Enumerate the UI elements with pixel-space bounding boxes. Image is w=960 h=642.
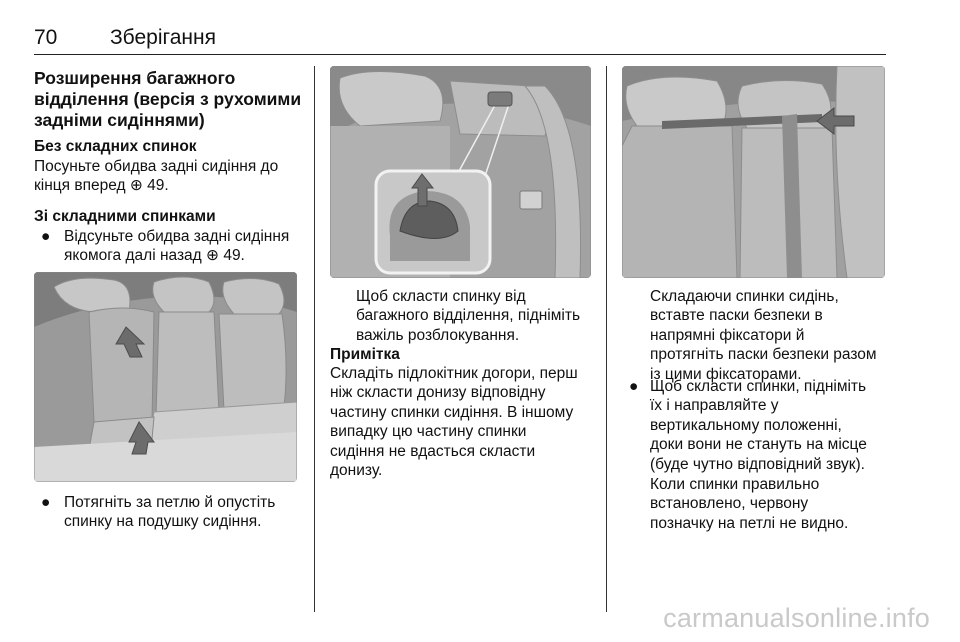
bullet-item — [34, 493, 306, 533]
text-line: доки вони не стануть на місце — [650, 436, 867, 454]
subsection-title: Без складних спинок — [34, 138, 197, 155]
seat-illustration-graphic — [34, 272, 297, 482]
text-line: (буде чутно відповідний звук). — [650, 455, 865, 473]
text-line: позначку на петлі не видно. — [650, 514, 849, 532]
text-line: донизу. — [330, 462, 383, 480]
column-divider-right — [606, 66, 607, 612]
text-line: кінця вперед ⊕ 49. — [34, 177, 169, 195]
lever-illustration-graphic — [330, 66, 591, 278]
belt-caption — [650, 287, 890, 384]
text-line: із цими фіксаторами. — [650, 365, 802, 383]
text-line: Складіть підлокітник догори, перш — [330, 365, 578, 382]
text-line: Відсуньте обидва задні сидіння — [64, 228, 290, 245]
text-line: Потягніть за петлю й опустіть — [64, 494, 276, 511]
bullet-item — [622, 377, 890, 477]
text-line: вертикальному положенні, — [650, 416, 842, 434]
text-line: якомога далі назад ⊕ 49. — [64, 247, 245, 265]
belt-illustration-graphic — [622, 66, 885, 278]
text-line: їх і направляйте у — [650, 397, 779, 415]
text-line: важіль розблокування. — [356, 326, 520, 344]
subsection-title: Зі складними спинками — [34, 208, 216, 225]
text-line: частину спинки сидіння. В іншому — [330, 403, 574, 421]
text-line: встановлено, червону — [650, 495, 809, 513]
seat-folding-illustration — [34, 272, 297, 482]
note-title: Примітка — [330, 346, 400, 363]
text-line: багажного відділення, підніміть — [356, 307, 581, 325]
text-line: випадку цю частину спинки — [330, 423, 527, 441]
belt-guide-illustration — [622, 66, 885, 278]
column-divider-left — [314, 66, 315, 612]
heading-line: Розширення багажного — [34, 68, 236, 88]
text-line: сидіння не вдасться скласти — [330, 442, 536, 460]
bullet-dot: ● — [629, 378, 639, 395]
followup-paragraph — [650, 475, 890, 533]
page-number: 70 — [34, 26, 58, 49]
text-line: напрямні фіксатори й — [650, 326, 805, 344]
text-line: Щоб скласти спинки, підніміть — [650, 378, 867, 395]
text-line: Щоб скласти спинку від — [356, 288, 526, 305]
note-body — [330, 364, 602, 480]
text-line: ніж скласти донизу відповідну — [330, 384, 546, 402]
running-title: Зберігання — [110, 26, 216, 49]
subsection-body — [34, 157, 304, 196]
text-line: Посуньте обидва задні сидіння до — [34, 158, 279, 175]
bullet-dot: ● — [41, 228, 51, 245]
text-line: Коли спинки правильно — [650, 476, 820, 493]
heading-line: відділення (версія з рухомими — [34, 89, 302, 109]
bullet-item — [34, 227, 306, 267]
text-line: Складаючи спинки сидінь, — [650, 288, 839, 305]
heading-line: задніми сидіннями) — [34, 110, 205, 130]
release-lever-illustration — [330, 66, 591, 278]
section-heading — [34, 68, 304, 131]
page-header — [34, 24, 886, 55]
bullet-dot: ● — [41, 494, 51, 511]
text-line: вставте паски безпеки в — [650, 307, 823, 325]
text-line: протягніть паски безпеки разом — [650, 346, 877, 364]
text-line: спинку на подушку сидіння. — [64, 513, 262, 531]
watermark: carmanualsonline.info — [663, 603, 930, 633]
lever-caption — [356, 287, 606, 345]
